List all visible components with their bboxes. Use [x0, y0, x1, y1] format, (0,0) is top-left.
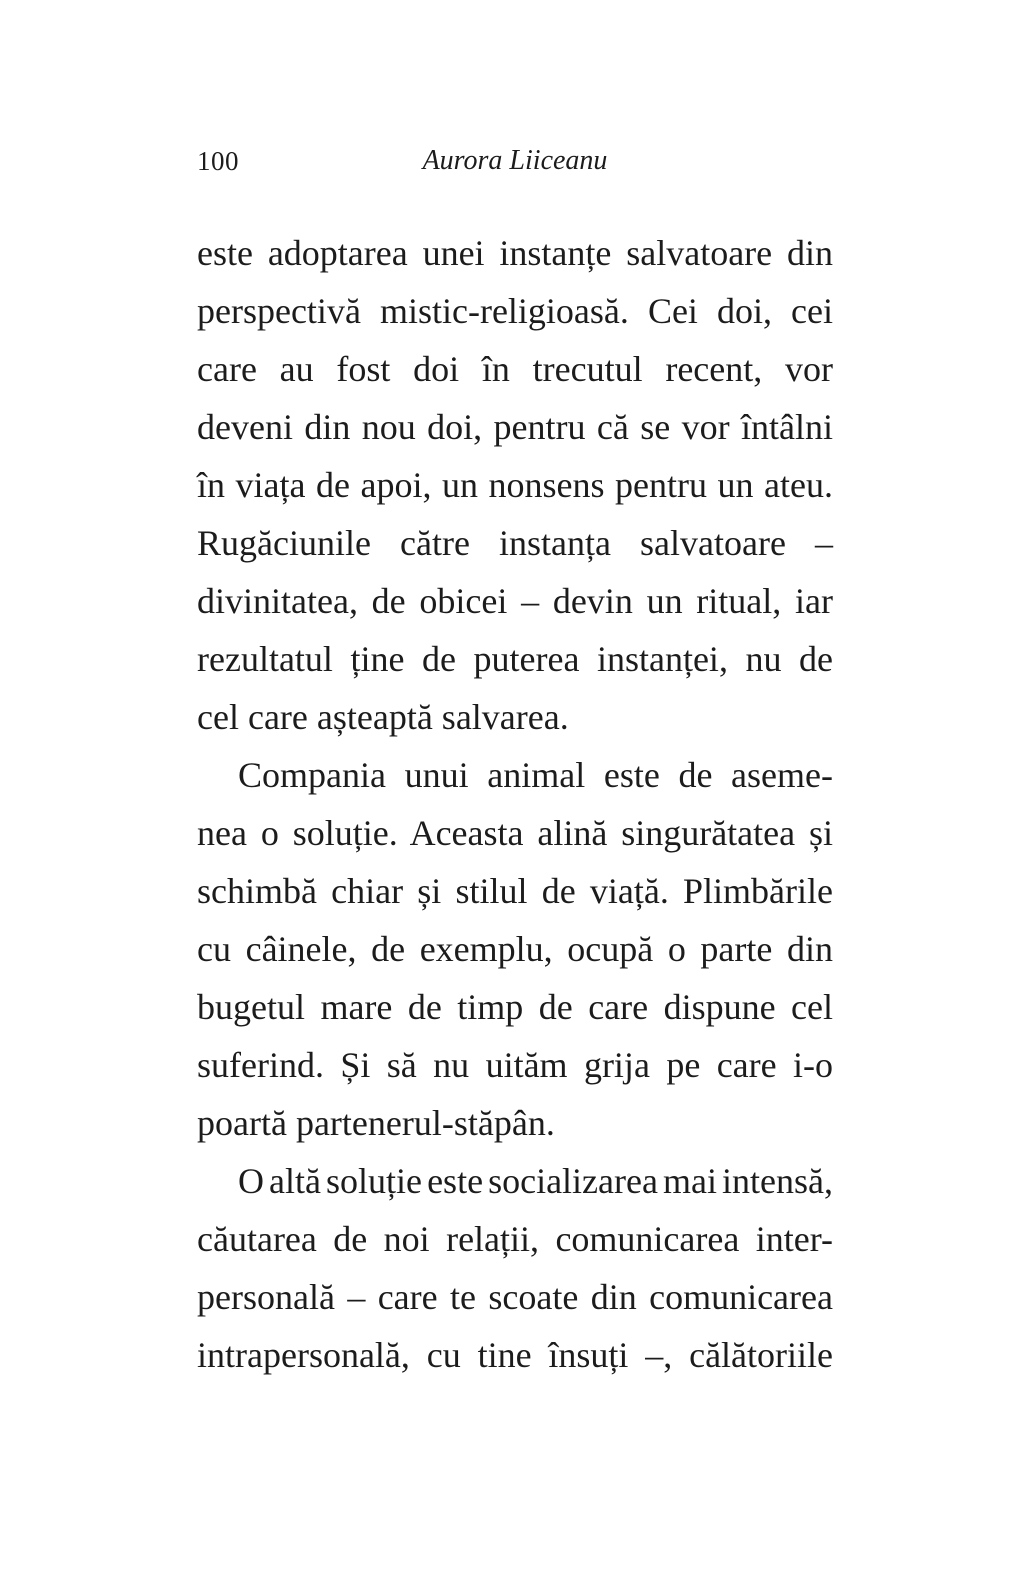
- text-line: este adoptarea unei instanțe salvatoare din: [197, 233, 833, 273]
- text-block: [197, 224, 833, 1384]
- text-line: Compania unui animal este de aseme-: [238, 755, 833, 795]
- page-header: [197, 145, 833, 177]
- text-line: poartă partenerul-stăpân.: [197, 1103, 555, 1143]
- text-line: cu câinele, de exemplu, ocupă o parte din: [197, 929, 833, 969]
- text-line: personală – care te scoate din comunicarea: [197, 1277, 833, 1317]
- text-line: în viața de apoi, un nonsens pentru un ateu.: [197, 465, 833, 505]
- text-line: bugetul mare de timp de care dispune cel: [197, 987, 833, 1027]
- text-line: Rugăciunile către instanța salvatoare –: [197, 523, 833, 563]
- running-head: Aurora Liiceanu: [422, 145, 608, 176]
- page-number: 100: [197, 146, 239, 176]
- text-line: suferind. Și să nu uităm grija pe care i-o: [197, 1045, 833, 1085]
- text-line: care au fost doi în trecutul recent, vor: [197, 349, 833, 389]
- text-line: perspectivă mistic-religioasă. Cei doi, cei: [197, 291, 833, 331]
- text-line: divinitatea, de obicei – devin un ritual, iar: [197, 581, 833, 621]
- text-line: rezultatul ține de puterea instanței, nu de: [197, 639, 833, 679]
- text-line: O altă soluție este socializarea mai intensă,: [238, 1161, 833, 1201]
- text-line: cel care așteaptă salvarea.: [197, 697, 569, 737]
- text-line: schimbă chiar și stilul de viață. Plimbările: [197, 871, 833, 911]
- text-line: căutarea de noi relații, comunicarea inter-: [197, 1219, 833, 1259]
- text-line: deveni din nou doi, pentru că se vor întâlni: [197, 407, 833, 447]
- text-line: intrapersonală, cu tine însuți –, călătoriile: [197, 1335, 833, 1375]
- text-line: nea o soluție. Aceasta alină singurătatea și: [197, 813, 833, 853]
